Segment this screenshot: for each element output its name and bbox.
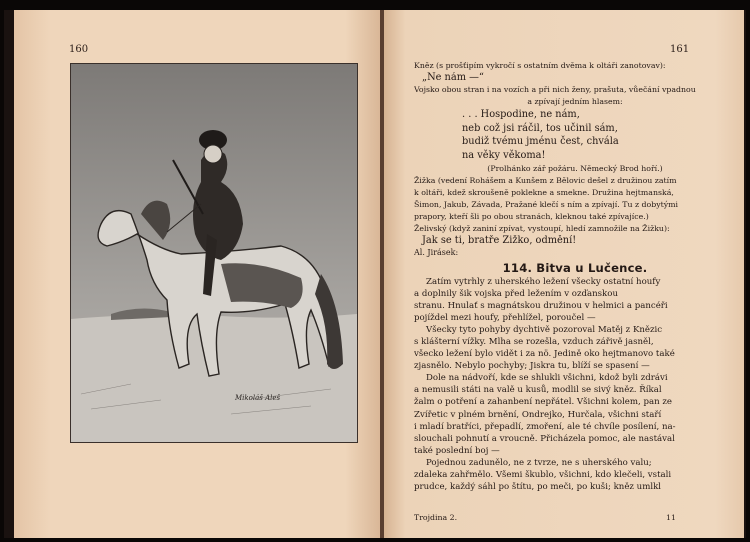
- text-line: k oltáři, kdež skroušeně poklekne a smekne. Družina hejtmanská,: [414, 187, 674, 197]
- text-line: stranu. Hnulať s magnátskou družinou v helmici a pancéři: [414, 301, 668, 312]
- text-line: a doplnily šik vojska před ležením v ozďanskou: [414, 289, 618, 300]
- open-book: [4, 10, 746, 538]
- left-page: [14, 10, 382, 538]
- footer-signature: Trojdina 2.: [414, 513, 458, 522]
- text-line: žalm o potření a zahanbení nepřátel. Všichni kolem, pan ze: [414, 397, 672, 408]
- page-number-right: 161: [670, 44, 690, 55]
- text-line: také poslední boj —: [414, 445, 500, 456]
- text-line: všecko ležení bylo vidět i za nö. Jedině oko hejtmanovo také: [414, 349, 675, 360]
- horseman-engraving: [71, 64, 357, 442]
- page-number-left: 160: [69, 44, 89, 55]
- text-line: zdaleka zahřmělo. Všemi škublo, všichni, kdo klečeli, vstali: [414, 469, 672, 480]
- text-line: neb což jsi ráčil, tos učinil sám,: [462, 122, 618, 134]
- page-text: [414, 60, 736, 493]
- text-line: Kněz (s prošťipím vykročí s ostatním dvěma k oltáři zanotovav):: [414, 61, 666, 70]
- text-line: Jak se ti, bratře Žižko, odmění!: [422, 234, 577, 246]
- text-line: Zvířetic v plném brnění, Ondrejko, Hurčala, všichni staří: [414, 409, 662, 420]
- text-line: Dole na nádvoří, kde se shlukli všichni, kdož byli zdrávi: [426, 373, 668, 384]
- illustration-horseman: [70, 63, 358, 443]
- text-line: . . . Hospodine, ne nám,: [462, 109, 580, 121]
- text-line: zjasnělo. Nebylo pochyby; Jiskra tu, blíží se spasení —: [414, 361, 650, 372]
- text-line: (Prolhánko zář požáru. Německý Brod hoří.): [487, 163, 663, 173]
- text-line: i mladí bratříci, přepadlí, zmoření, ale té chvíle posílení, na-: [414, 421, 676, 432]
- text-line: Želivský (když zaniní zpívat, vystoupí, hledí zamnožile na Žižku):: [414, 223, 670, 233]
- text-line: „Ne nám —“: [422, 72, 484, 84]
- text-line: Žižka (vedení Rohášem a Kunšem z Bělovic dešel z družinou zatím: [414, 175, 677, 185]
- text-line: Zatím vytrhly z uherského ležení všecky ostatní houfy: [426, 276, 661, 287]
- text-line: a nemusili státi na valě u kusů, modlil se sivý kněz. Říkal: [414, 385, 662, 396]
- text-line: Vojsko obou stran i na vozích a při nich ženy, prašuta, vůečání vpadnou: [414, 85, 696, 95]
- text-line: Pojednou zadunělo, ne z tvrze, ne s uherského valu;: [426, 457, 652, 468]
- text-line: na věky věkoma!: [462, 149, 546, 161]
- right-page: [384, 10, 744, 538]
- text-line: Šimon, Jakub, Závada, Pražané klečí s ním a zpívají. Tu z dobytými: [414, 199, 679, 209]
- text-line: slouchali pohnutí a vroucně. Přicházela pomoc, ale nastával: [414, 433, 675, 444]
- text-line: prudce, každý sáhl po štítu, po meči, po kuši; kněz umlkl: [414, 481, 662, 492]
- text-line: a zpívají jedním hlasem:: [527, 97, 623, 107]
- text-line: budiž tvému jménu čest, chvála: [462, 136, 619, 148]
- section-heading: 114. Bitva u Lučence.: [502, 260, 648, 275]
- artist-signature: Mikoláš Aleš: [235, 394, 281, 402]
- text-line: pojíždel mezi houfy, přehlížel, poroučel —: [414, 313, 596, 324]
- author-credit: Al. Jirásek:: [414, 247, 459, 257]
- text-line: prapory, kteří šli po obou stranách, kleknou také zpívajíce.): [414, 211, 649, 221]
- footer-sheet-number: 11: [666, 513, 676, 522]
- text-line: s klášterní vížky. Mlha se rozešla, vzduch zářivě jasněl,: [414, 337, 654, 348]
- text-line: Všecky tyto pohyby dychtivě pozoroval Matěj z Knězic: [426, 325, 663, 336]
